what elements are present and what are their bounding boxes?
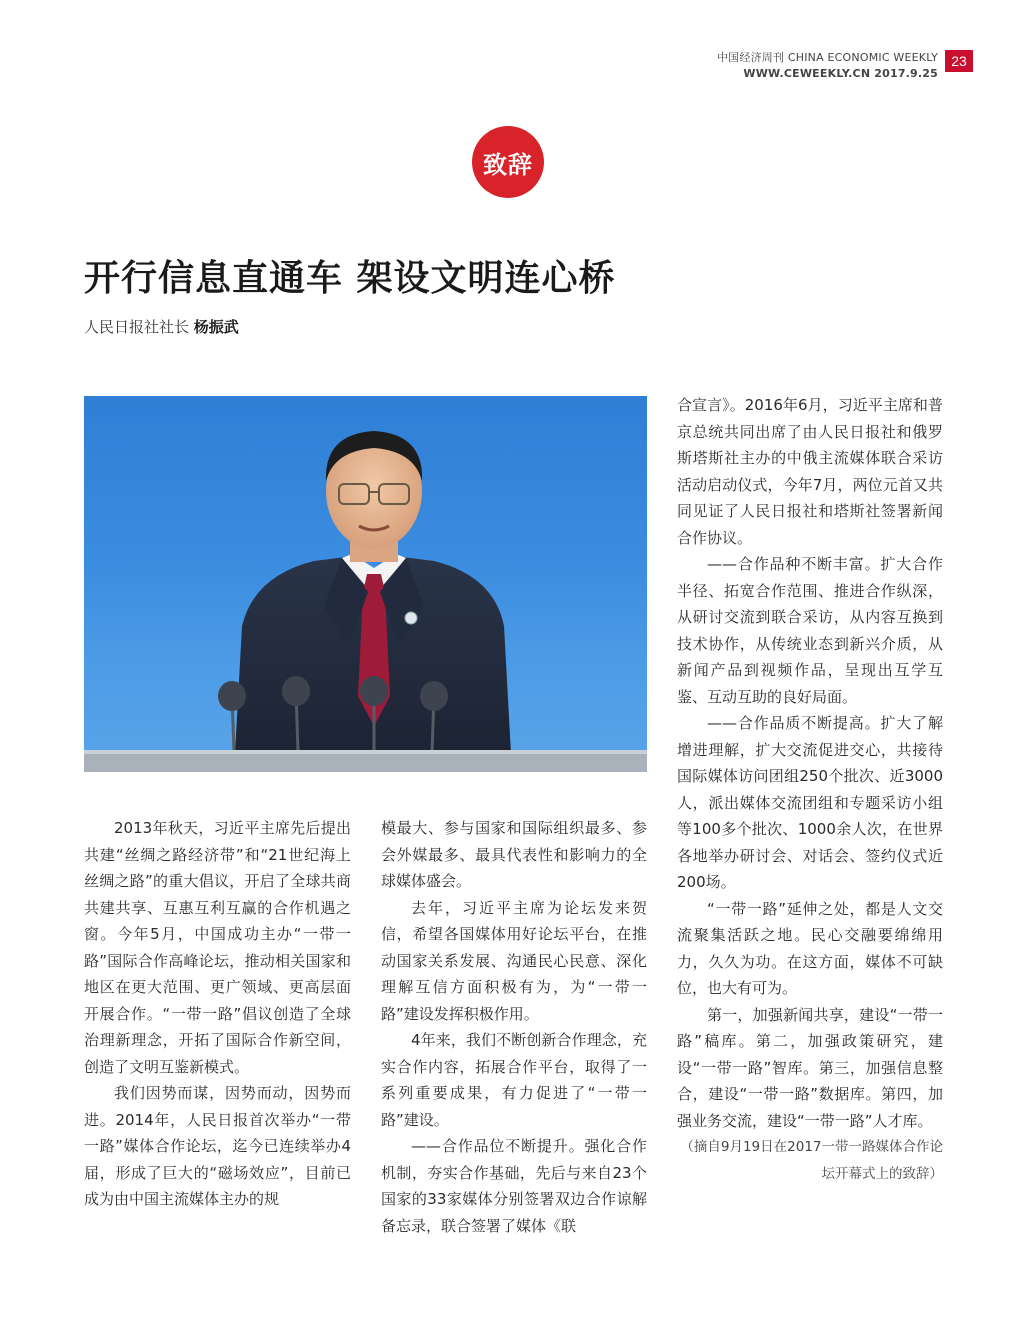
issue-date: 2017.9.25: [874, 67, 938, 80]
paragraph: ——合作品种不断丰富。扩大合作半径、拓宽合作范围、推进合作纵深，从研讨交流到联合采访，从内容互换到技术协作，从传统业态到新兴介质，从新闻产品到视频作品，呈现出互学互鉴、互动互助的良好局面。: [677, 555, 943, 706]
paragraph: 4年来，我们不断创新合作理念，充实合作内容，拓展合作平台，取得了一系列重要成果，有力促进了“一带一路”建设。: [381, 1031, 647, 1129]
source-note: （摘自9月19日在2017一带一路媒体合作论坛开幕式上的致辞）: [680, 1139, 943, 1182]
magazine-name-cn: 中国经济周刊: [716, 51, 785, 64]
paragraph: ——合作品质不断提高。扩大了解增进理解，扩大交流促进交心，共接待国际媒体访问团组250个批次、近3000人，派出媒体交流团组和专题采访小组等100多个批次、1000余人次，在世界各地举办研讨会、对话会、签约仪式近200场。: [677, 714, 943, 891]
paragraph: 合宣言》。2016年6月，习近平主席和普京总统共同出席了由人民日报社和俄罗斯塔斯社主办的中俄主流媒体联合采访活动启动仪式，今年7月，两位元首又共同见证了人民日报社和塔斯社签署新闻合作协议。: [677, 396, 943, 547]
article-column-2: [381, 815, 647, 1239]
speaker-at-podium-photo: [84, 396, 647, 772]
author-name: 杨振武: [193, 318, 239, 336]
magazine-name-en: CHINA ECONOMIC WEEKLY: [787, 51, 938, 64]
article-column-1: [84, 815, 351, 1213]
page-header: [717, 50, 938, 82]
paragraph: 模最大、参与国家和国际组织最多、参会外媒最多、最具代表性和影响力的全球媒体盛会。: [381, 819, 647, 890]
paragraph: “一带一路”延伸之处，都是人文交流聚集活跃之地。民心交融要绵绵用力，久久为功。在这方面，媒体不可缺位，也大有可为。: [677, 899, 943, 997]
section-badge: 致辞: [472, 126, 544, 198]
speaker-photo: [84, 396, 647, 772]
website-url: WWW.CEWEEKLY.CN: [743, 67, 871, 80]
paragraph: 去年，习近平主席为论坛发来贺信，希望各国媒体用好论坛平台，在推动国家关系发展、沟通民心民意、深化理解互信方面积极有为，为“一带一路”建设发挥积极作用。: [381, 898, 647, 1023]
paragraph: 2013年秋天，习近平主席先后提出共建“丝绸之路经济带”和“21世纪海上丝绸之路”的重大倡议，开启了全球共商共建共享、互惠互利互赢的合作机遇之窗。今年5月，中国成功主办“一带一路”国际合作高峰论坛，推动相关国家和地区在更大范围、更广领域、更高层面开展合作。“一带一路”倡议创造了全球治理新理念，开拓了国际合作新空间，创造了文明互鉴新模式。: [84, 819, 351, 1076]
paragraph: 第一，加强新闻共享，建设“一带一路”稿库。第二，加强政策研究，建设“一带一路”智库。第三，加强信息整合，建设“一带一路”数据库。第四，加强业务交流，建设“一带一路”人才库。: [677, 1005, 943, 1130]
author-role: 人民日报社社长: [84, 318, 190, 336]
article-title: 开行信息直通车 架设文明连心桥: [84, 258, 616, 299]
article-byline: [84, 316, 239, 337]
paragraph: ——合作品位不断提升。强化合作机制，夯实合作基础，先后与来自23个国家的33家媒体分别签署双边合作谅解备忘录，联合签署了媒体《联: [381, 1137, 647, 1235]
paragraph: 我们因势而谋，因势而动，因势而进。2014年，人民日报首次举办“一带一路”媒体合作论坛，迄今已连续举办4届，形成了巨大的“磁场效应”，目前已成为由中国主流媒体主办的规: [84, 1084, 351, 1208]
page-number: 23: [945, 50, 973, 72]
article-column-3: [677, 392, 943, 1187]
